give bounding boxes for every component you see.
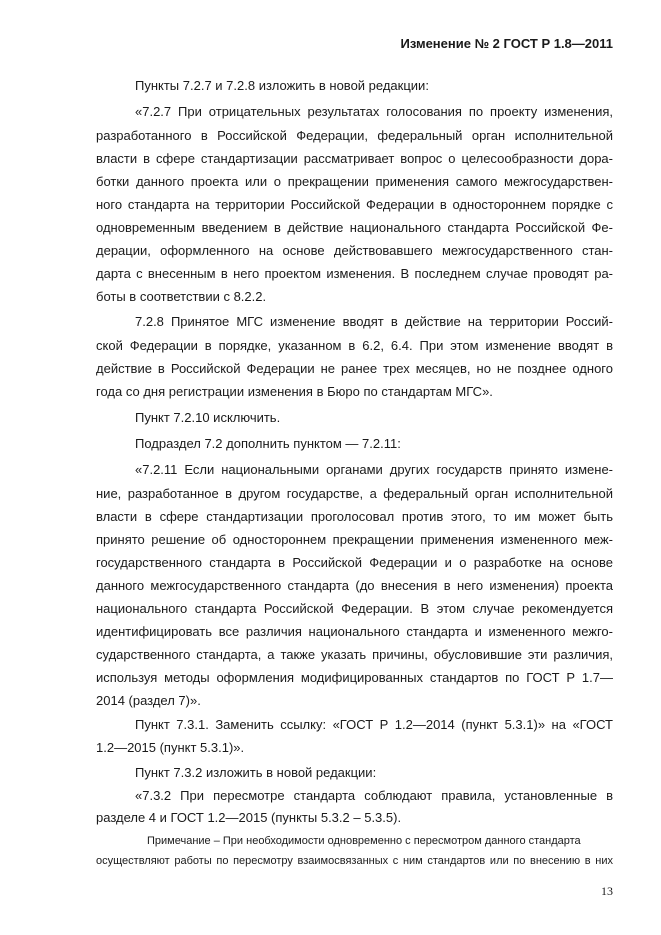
paragraph-line: 1.2—2015 (пункт 5.3.1)». — [96, 740, 245, 755]
paragraph-line: дарта с внесенным в него проектом изменения. В последнем случае проводят ра- — [96, 266, 613, 281]
paragraph-line: Подраздел 7.2 дополнить пунктом — 7.2.11: — [135, 436, 401, 451]
paragraph-line: разработанного в Российской Федерации, федеральный орган исполнительной — [96, 128, 613, 143]
paragraph-line: «7.2.11 Если национальными органами других государств принято измене- — [135, 462, 613, 477]
paragraph-line: боты в соответствии с 8.2.2. — [96, 289, 267, 304]
paragraph-line: действие в Российской Федерации не ранее трех месяцев, но не позднее одного — [96, 361, 613, 376]
paragraph-line: Пункт 7.3.1. Заменить ссылку: «ГОСТ Р 1.2—2014 (пункт 5.3.1)» на «ГОСТ — [135, 717, 613, 732]
paragraph-line: идентифицировать все различия национального стандарта и измененного межго- — [96, 624, 613, 639]
paragraph-line: «7.2.7 При отрицательных результатах голосования по проекту изменения, — [135, 104, 613, 119]
paragraph-line: года со дня регистрации изменения в Бюро по стандартам МГС». — [96, 384, 493, 399]
paragraph-line: разделе 4 и ГОСТ 1.2—2015 (пункты 5.3.2 – 5.3.5). — [96, 810, 402, 825]
paragraph-line: ного стандарта на территории Российской Федерации в одностороннем порядке с — [96, 197, 613, 212]
paragraph-line: ской Федерации в порядке, указанном в 6.2, 6.4. При этом изменение вводят в — [96, 338, 613, 353]
paragraph-line: данного межгосударственного стандарта (до внесения в него изменения) проекта — [96, 578, 613, 593]
paragraph-line: одновременным введением в действие национального стандарта Российской Фе- — [96, 220, 613, 235]
paragraph-line: власти в сфере стандартизации рассматривает вопрос о целесообразности дора- — [96, 151, 613, 166]
page-header: Изменение № 2 ГОСТ Р 1.8—2011 — [400, 36, 613, 51]
paragraph-line: «7.3.2 При пересмотре стандарта соблюдают правила, установленные в — [135, 788, 613, 803]
paragraph-line: дерации, оформленного на основе действовавшего межгосударственного стан- — [96, 243, 613, 258]
note-line: осуществляют работы по пересмотру взаимосвязанных с ним стандартов или по внесению в них — [96, 855, 613, 867]
paragraph-line: государственного стандарта в Российской Федерации и о разработке на основе — [96, 555, 613, 570]
paragraph-line: 2014 (раздел 7)». — [96, 693, 201, 708]
paragraph-line: сударственного стандарта, а также указать причины, обусловившие эти различия, — [96, 647, 613, 662]
note-line: Примечание – При необходимости одновременно с пересмотром данного стандарта — [147, 835, 581, 847]
paragraph-line: 7.2.8 Принятое МГС изменение вводят в действие на территории Россий- — [135, 314, 613, 329]
paragraph-line: ботки данного проекта или о прекращении применения самого межгосударствен- — [96, 174, 613, 189]
paragraph-line: Пункты 7.2.7 и 7.2.8 изложить в новой редакции: — [135, 78, 429, 93]
paragraph-line: используя методы оформления модифицированных стандартов по ГОСТ Р 1.7— — [96, 670, 613, 685]
paragraph-line: власти в сфере стандартизации проголосовал против этого, то им может быть — [96, 509, 613, 524]
paragraph-line: Пункт 7.3.2 изложить в новой редакции: — [135, 765, 377, 780]
page-number: 13 — [601, 884, 613, 898]
paragraph-line: национального стандарта Российской Федерации. В этом случае рекомендуется — [96, 601, 613, 616]
paragraph-line: Пункт 7.2.10 исключить. — [135, 410, 281, 425]
paragraph-line: ние, разработанное в другом государстве, а федеральный орган исполнительной — [96, 486, 613, 501]
paragraph-line: принято решение об одностороннем прекращении применения измененного меж- — [96, 532, 613, 547]
